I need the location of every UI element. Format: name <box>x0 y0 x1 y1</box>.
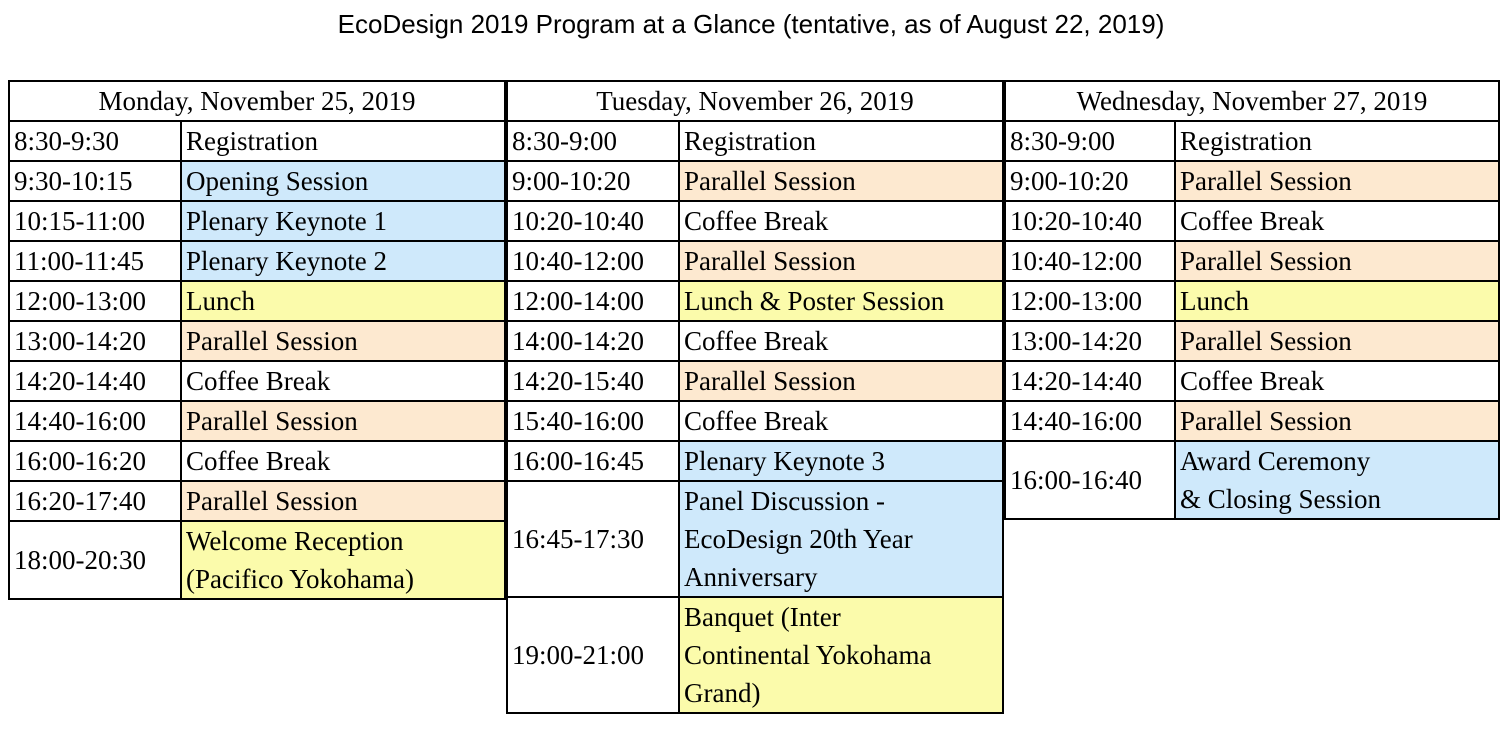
time-cell: 16:20-17:40 <box>9 481 181 521</box>
event-cell: Coffee Break <box>679 401 1003 441</box>
time-cell: 8:30-9:00 <box>1005 121 1175 161</box>
table-row <box>9 241 505 281</box>
table-row <box>507 281 1003 321</box>
table-row <box>9 321 505 361</box>
program-schedule <box>8 80 1500 743</box>
time-cell: 14:40-16:00 <box>1005 401 1175 441</box>
table-row <box>1005 361 1499 401</box>
table-row <box>507 201 1003 241</box>
event-cell <box>181 521 505 599</box>
table-row <box>507 441 1003 481</box>
event-cell: Registration <box>181 121 505 161</box>
table-row <box>1005 401 1499 441</box>
time-cell: 12:00-14:00 <box>507 281 679 321</box>
table-row <box>9 161 505 201</box>
event-cell <box>679 481 1003 597</box>
table-row <box>1005 441 1499 519</box>
table-row <box>1005 281 1499 321</box>
table-row <box>507 121 1003 161</box>
time-cell: 8:30-9:00 <box>507 121 679 161</box>
event-cell: Registration <box>679 121 1003 161</box>
time-cell: 14:40-16:00 <box>9 401 181 441</box>
time-cell: 15:40-16:00 <box>507 401 679 441</box>
event-line: & Closing Session <box>1180 484 1382 514</box>
time-cell: 8:30-9:30 <box>9 121 181 161</box>
event-line: Award Ceremony <box>1180 446 1371 476</box>
event-cell: Parallel Session <box>679 361 1003 401</box>
table-row <box>9 481 505 521</box>
schedule-table-monday <box>8 80 506 600</box>
event-cell: Lunch <box>1175 281 1499 321</box>
event-cell: Parallel Session <box>679 241 1003 281</box>
event-line: Panel Discussion - <box>684 486 885 516</box>
event-cell: Opening Session <box>181 161 505 201</box>
event-line: Continental Yokohama <box>684 640 932 670</box>
time-cell: 16:00-16:40 <box>1005 441 1175 519</box>
table-row <box>9 121 505 161</box>
schedule-table-wednesday <box>1004 80 1500 520</box>
time-cell: 16:00-16:20 <box>9 441 181 481</box>
time-cell: 14:20-15:40 <box>507 361 679 401</box>
event-cell: Parallel Session <box>1175 321 1499 361</box>
page-title: EcoDesign 2019 Program at a Glance (tentative, as of August 22, 2019) <box>337 9 1165 39</box>
table-row <box>9 201 505 241</box>
time-cell: 13:00-14:20 <box>9 321 181 361</box>
day-heading: Tuesday, November 26, 2019 <box>507 81 1003 121</box>
table-row <box>1005 121 1499 161</box>
day-heading: Monday, November 25, 2019 <box>9 81 505 121</box>
event-cell: Coffee Break <box>1175 201 1499 241</box>
table-row <box>507 597 1003 713</box>
time-cell: 10:20-10:40 <box>507 201 679 241</box>
table-row <box>9 521 505 599</box>
table-row <box>507 481 1003 597</box>
table-row <box>9 401 505 441</box>
time-cell: 9:00-10:20 <box>507 161 679 201</box>
event-cell <box>1175 441 1499 519</box>
event-cell: Registration <box>1175 121 1499 161</box>
event-cell: Coffee Break <box>679 321 1003 361</box>
time-cell: 14:20-14:40 <box>1005 361 1175 401</box>
time-cell: 12:00-13:00 <box>9 281 181 321</box>
event-line: Banquet (Inter <box>684 602 841 632</box>
day-heading: Wednesday, November 27, 2019 <box>1005 81 1499 121</box>
time-cell: 18:00-20:30 <box>9 521 181 599</box>
event-line: EcoDesign 20th Year <box>684 524 913 554</box>
event-cell: Parallel Session <box>1175 401 1499 441</box>
table-row <box>507 241 1003 281</box>
table-row <box>1005 161 1499 201</box>
time-cell: 14:20-14:40 <box>9 361 181 401</box>
time-cell: 10:40-12:00 <box>1005 241 1175 281</box>
day-column-wednesday <box>1004 80 1500 520</box>
event-cell: Lunch <box>181 281 505 321</box>
event-cell: Parallel Session <box>679 161 1003 201</box>
time-cell: 13:00-14:20 <box>1005 321 1175 361</box>
time-cell: 10:15-11:00 <box>9 201 181 241</box>
event-cell: Coffee Break <box>1175 361 1499 401</box>
time-cell: 12:00-13:00 <box>1005 281 1175 321</box>
event-cell: Parallel Session <box>1175 241 1499 281</box>
table-row <box>9 281 505 321</box>
event-cell: Coffee Break <box>679 201 1003 241</box>
table-row <box>1005 201 1499 241</box>
time-cell: 9:00-10:20 <box>1005 161 1175 201</box>
table-row <box>1005 241 1499 281</box>
event-line: Anniversary <box>684 562 818 592</box>
table-row <box>507 361 1003 401</box>
event-cell: Parallel Session <box>181 401 505 441</box>
event-cell: Coffee Break <box>181 361 505 401</box>
event-line: Grand) <box>684 678 761 708</box>
time-cell: 11:00-11:45 <box>9 241 181 281</box>
table-row <box>507 161 1003 201</box>
event-cell <box>679 597 1003 713</box>
time-cell: 16:45-17:30 <box>507 481 679 597</box>
event-line: (Pacifico Yokohama) <box>186 564 414 594</box>
table-row <box>9 361 505 401</box>
time-cell: 10:20-10:40 <box>1005 201 1175 241</box>
event-cell: Coffee Break <box>181 441 505 481</box>
time-cell: 10:40-12:00 <box>507 241 679 281</box>
time-cell: 16:00-16:45 <box>507 441 679 481</box>
event-cell: Lunch & Poster Session <box>679 281 1003 321</box>
table-row <box>507 321 1003 361</box>
event-line: Welcome Reception <box>186 526 404 556</box>
event-cell: Parallel Session <box>181 481 505 521</box>
table-row <box>9 441 505 481</box>
table-row <box>1005 321 1499 361</box>
event-cell: Plenary Keynote 1 <box>181 201 505 241</box>
day-column-tuesday <box>506 80 1004 714</box>
day-column-monday <box>8 80 506 600</box>
schedule-table-tuesday <box>506 80 1004 714</box>
event-cell: Parallel Session <box>1175 161 1499 201</box>
time-cell: 19:00-21:00 <box>507 597 679 713</box>
event-cell: Plenary Keynote 2 <box>181 241 505 281</box>
event-cell: Parallel Session <box>181 321 505 361</box>
table-row <box>507 401 1003 441</box>
time-cell: 9:30-10:15 <box>9 161 181 201</box>
event-cell: Plenary Keynote 3 <box>679 441 1003 481</box>
time-cell: 14:00-14:20 <box>507 321 679 361</box>
